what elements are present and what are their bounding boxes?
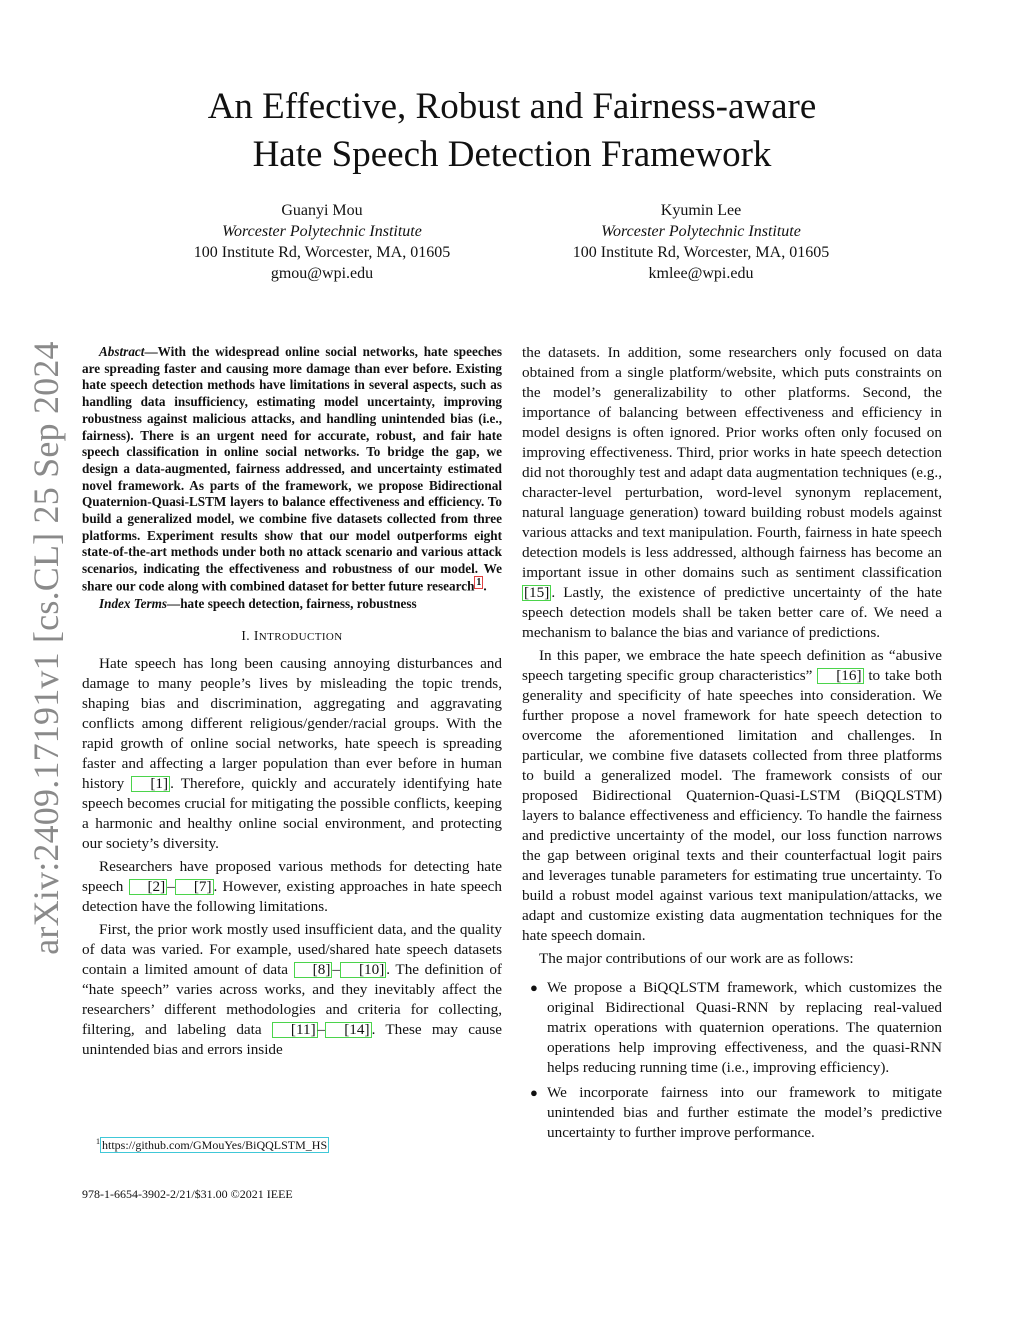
abstract-label: Abstract — [99, 344, 145, 359]
section-number: I. — [241, 627, 254, 643]
section-heading-introduction — [82, 628, 502, 644]
section-initial: I — [253, 627, 259, 643]
paragraph-text: to take both generality and specificity of hate speeches into consideration. We further propose a novel framework for hate speech detection to overcome the aforementioned limitation and challenges. In particular, we combine five datasets collected from three platforms to build a generalized model. The framework consists of our proposed Bidirectional Quaternion-Quasi-LSTM (BiQQLSTM) layers to balance effectiveness and efficiency. To handle the fairness and predictive uncertainty of the model, our loss function narrows the gap between original texts and their counterfactual logit pairs and leverages tunable parameters for estimating true uncertainty. To build a robust model against various text manipulation/attacks, we adapt and customize existing data augmentation techniques for the hate speech domain. — [522, 667, 943, 944]
paragraph-text: . The definition of “hate speech” varies across works, and they inevitably affect the researchers’ different methodologies and criteria for collecting, filtering, and labeling data — [82, 960, 502, 1038]
citation-link[interactable]: [8] — [294, 962, 333, 978]
intro-paragraph-2 — [82, 857, 502, 917]
intro-paragraph-3-continued — [522, 343, 942, 643]
list-item-text: We propose a BiQQLSTM framework, which customizes the original Bidirectional Quasi-RNN by replacing real-valued matrix operations with quaternion operations. The quaternion operations help improving effectiveness, and the quasi-RNN helps reducing running time (i.e., improving efficiency). — [547, 979, 942, 1076]
paragraph-text: the datasets. In addition, some researchers only focused on data obtained from a single platform/website, which puts constraints on the model’s generalizability to other platforms. Second, the importance of balancing between effectiveness and efficiency in model designs is often ignored. Prior works often only focused on improving effectiveness. Third, prior works in hate speech detection did not thoroughly test and adapt data augmentation techniques (e.g., character-level perturbation, word-level synonym replacement, natural language generation) toward building robust models against various attacks and text manipulation. Fourth, fairness in hate speech detection models is less addressed, although fairness has become an important issue in other domains such as sentiment classification — [522, 344, 942, 581]
paragraph-text: . However, existing approaches in hate speech detection have the following limitations. — [82, 877, 502, 915]
abstract — [82, 344, 502, 595]
intro-paragraph-1 — [82, 654, 502, 854]
list-item-text: We incorporate fairness into our framework to mitigate unintended bias and further estimate the model’s predictive uncertainty to further improve performance. — [547, 1084, 942, 1141]
citation-link[interactable]: [10] — [340, 962, 386, 978]
paragraph-text: First, the prior work mostly used insufficient data, and the quality of data was varied. For example, used/shared hate speech datasets contain a limited amount of data — [82, 920, 502, 978]
arxiv-sidebar-stamp — [16, 340, 76, 955]
right-column — [522, 343, 942, 1148]
author-email: gmou@wpi.edu — [270, 265, 374, 282]
arxiv-id: arXiv:2409.17191v1 [cs.CL] 25 Sep 2024 — [26, 340, 67, 955]
abstract-end: . — [483, 578, 487, 594]
bullet-icon: ● — [530, 1085, 538, 1100]
bullet-icon: ● — [530, 980, 538, 995]
author-affiliation: Worcester Polytechnic Institute — [222, 223, 422, 240]
author-address: 100 Institute Rd, Worcester, MA, 01605 — [193, 244, 451, 261]
citation-dash: – — [317, 1020, 326, 1038]
title-line-1: An Effective, Robust and Fairness-aware — [207, 86, 817, 127]
contributions-list — [522, 978, 942, 1143]
index-terms-label: Index Terms — [99, 595, 168, 611]
left-column — [82, 344, 502, 1060]
citation-link[interactable]: [16] — [817, 668, 863, 684]
citation-link[interactable]: [1] — [131, 776, 170, 792]
footnote-mark: 1 — [96, 1137, 100, 1146]
citation-link[interactable]: [15] — [524, 584, 550, 601]
intro-paragraph-5: The major contributions of our work are as follows: — [539, 950, 854, 967]
paragraph-text: . Lastly, the existence of predictive uncertainty of the hate speech detection models shall be taken better care of. We need a mechanism to balance the bias and variance of predictions. — [522, 584, 942, 641]
title-line-2: Hate Speech Detection Framework — [252, 134, 772, 175]
author-name: Kyumin Lee — [660, 202, 742, 219]
intro-paragraph-3 — [82, 920, 502, 1060]
paragraph-text: . These may cause unintended bias and errors inside — [82, 1020, 502, 1058]
author-name: Guanyi Mou — [281, 202, 363, 219]
list-item — [522, 978, 942, 1078]
author-block-1 — [162, 200, 482, 284]
author-address: 100 Institute Rd, Worcester, MA, 01605 — [572, 244, 830, 261]
citation-link[interactable]: [11] — [272, 1022, 318, 1038]
abstract-text: —With the widespread online social networks, hate speeches are spreading faster and causing more damage than ever before. Existing hate speech detection methods have limitations in several aspects, such as handling data insufficiency, estimating model uncertainty, improving robustness against malicious attacks, and handling unintended bias (i.e., fairness). There is an urgent need for accurate, robust, and fair hate speech classification in online social networks. To bridge the gap, we design a data-augmented, fairness addressed, and uncertainty estimated novel framework. As parts of the framework, we propose Bidirectional Quaternion-Quasi-LSTM layers to balance effectiveness and efficiency. To build a generalized model, we combine five datasets collected from three platforms. Experiment results show that our model outperforms eight state-of-the-art methods under both no attack scenario and various attack scenarios, indicating the effectiveness and robustness of our model. We share our code along with combined dataset for better future research — [82, 344, 502, 594]
list-item — [522, 1083, 942, 1143]
footnote-ref-link[interactable]: 1 — [476, 576, 482, 588]
paragraph-text: In this paper, we embrace the hate speech definition as “abusive speech targeting specific group characteristics” — [522, 647, 942, 684]
section-title-rest: NTRODUCTION — [258, 630, 343, 643]
author-affiliation: Worcester Polytechnic Institute — [601, 223, 801, 240]
citation-link[interactable]: [2] — [129, 879, 168, 895]
index-terms — [82, 596, 502, 613]
paragraph-text: . Therefore, quickly and accurately identifying hate speech becomes crucial for mitigating the possible conflicts, keeping a harmonic and healthy online social environment, and protecting our society’s diversity. — [82, 774, 502, 852]
paragraph-text: Hate speech has long been causing annoying disturbances and damage to many people’s lives by misleading the topic trends, shaping bias and discrimination, aggregating and aggravating conflicts among different religious/gender/racial groups. With the rapid growth of online social networks, hate speech is spreading faster and affecting a larger population than ever before in human history — [82, 654, 502, 792]
intro-paragraph-4 — [522, 646, 942, 946]
index-terms-text: —hate speech detection, fairness, robustness — [167, 595, 417, 611]
citation-dash: – — [332, 960, 340, 978]
author-block-2 — [541, 200, 861, 284]
copyright-notice: 978-1-6654-3902-2/21/$31.00 ©2021 IEEE — [82, 1187, 293, 1201]
citation-dash: – — [167, 877, 175, 895]
author-email: kmlee@wpi.edu — [648, 265, 754, 282]
paragraph-text: Researchers have proposed various methods for detecting hate speech — [82, 857, 502, 895]
footnote — [96, 1134, 329, 1153]
citation-link[interactable]: [7] — [175, 879, 214, 895]
paper-title — [80, 83, 944, 179]
citation-link[interactable]: [14] — [325, 1022, 371, 1038]
footnote-url-link[interactable]: https://github.com/GMouYes/BiQQLSTM_HS — [102, 1138, 328, 1152]
